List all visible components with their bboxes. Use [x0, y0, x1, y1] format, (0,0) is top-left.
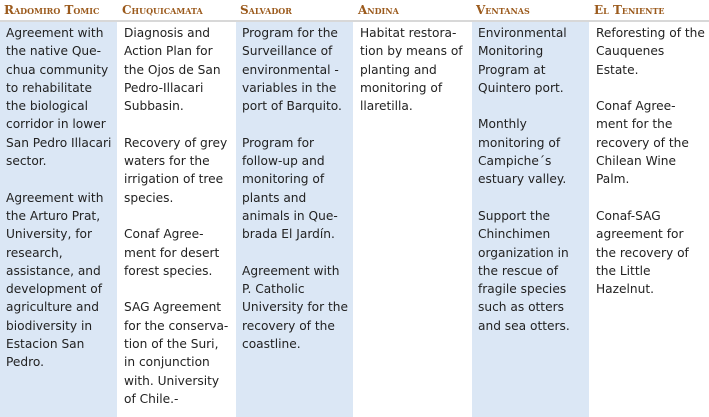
paragraph: Recovery of grey waters for the irrigation of tree species. [124, 135, 228, 205]
paragraph: Conaf Agree-ment for desert forest species. [124, 227, 220, 278]
paragraph: Conaf Agree-ment for the recovery of the Chilean Wine Palm. [596, 99, 689, 187]
paragraph: Environmental Monitoring Program at Quintero port. [478, 26, 567, 95]
paragraph: Program for the Surveillance of environmental -variables in the port of Barquito. [242, 26, 342, 114]
column-salvador [236, 22, 354, 417]
paragraph: Conaf-SAG agreement for the recovery of the Little Hazelnut. [596, 208, 689, 297]
column-header-radomiro-tomic: Radomiro Tomic [0, 0, 118, 22]
paragraph: Diagnosis and Action Plan for the Ojos de San Pedro-Illacari Subbasin. [124, 26, 221, 114]
column-header-chuquicamata: Chuquicamata [118, 0, 236, 22]
column-header-salvador: Salvador [236, 0, 354, 22]
paragraph: Habitat restora-tion by means of planting and monitoring of llaretilla. [360, 26, 463, 114]
column-radomiro-tomic [0, 22, 118, 417]
column-ventanas [472, 22, 590, 417]
column-chuquicamata [118, 22, 236, 417]
column-andina [354, 22, 472, 417]
column-header-el-teniente: El Teniente [590, 0, 709, 22]
paragraph: Monthly monitoring of Campiche´s estuary valley. [478, 117, 567, 187]
paragraph: Program for follow-up and monitoring of plants and animals in Que-brada El Jardín. [242, 135, 338, 242]
column-el-teniente [590, 22, 709, 417]
paragraph: SAG Agreement for the conserva-tion of the Suri, in conjunction with. University of Chile.- [124, 300, 229, 406]
paragraph: Agreement with the native Que-chua community to rehabilitate the biological corridor in lower San Pedro Illacari sector. [6, 26, 112, 169]
paragraph: Agreement with P. Catholic University for the recovery of the coastline. [242, 263, 348, 352]
column-header-ventanas: Ventanas [472, 0, 590, 22]
paragraph: Agreement with the Arturo Prat, University, for research, assistance, and development of agriculture and biodiversity in Estacion San Pedro. [6, 190, 104, 370]
paragraph: Support the Chinchimen organization in the rescue of fragile species such as otters and sea otters. [478, 208, 570, 333]
column-header-andina: Andina [354, 0, 472, 22]
paragraph: Reforesting of the Cauquenes Estate. [596, 26, 705, 77]
